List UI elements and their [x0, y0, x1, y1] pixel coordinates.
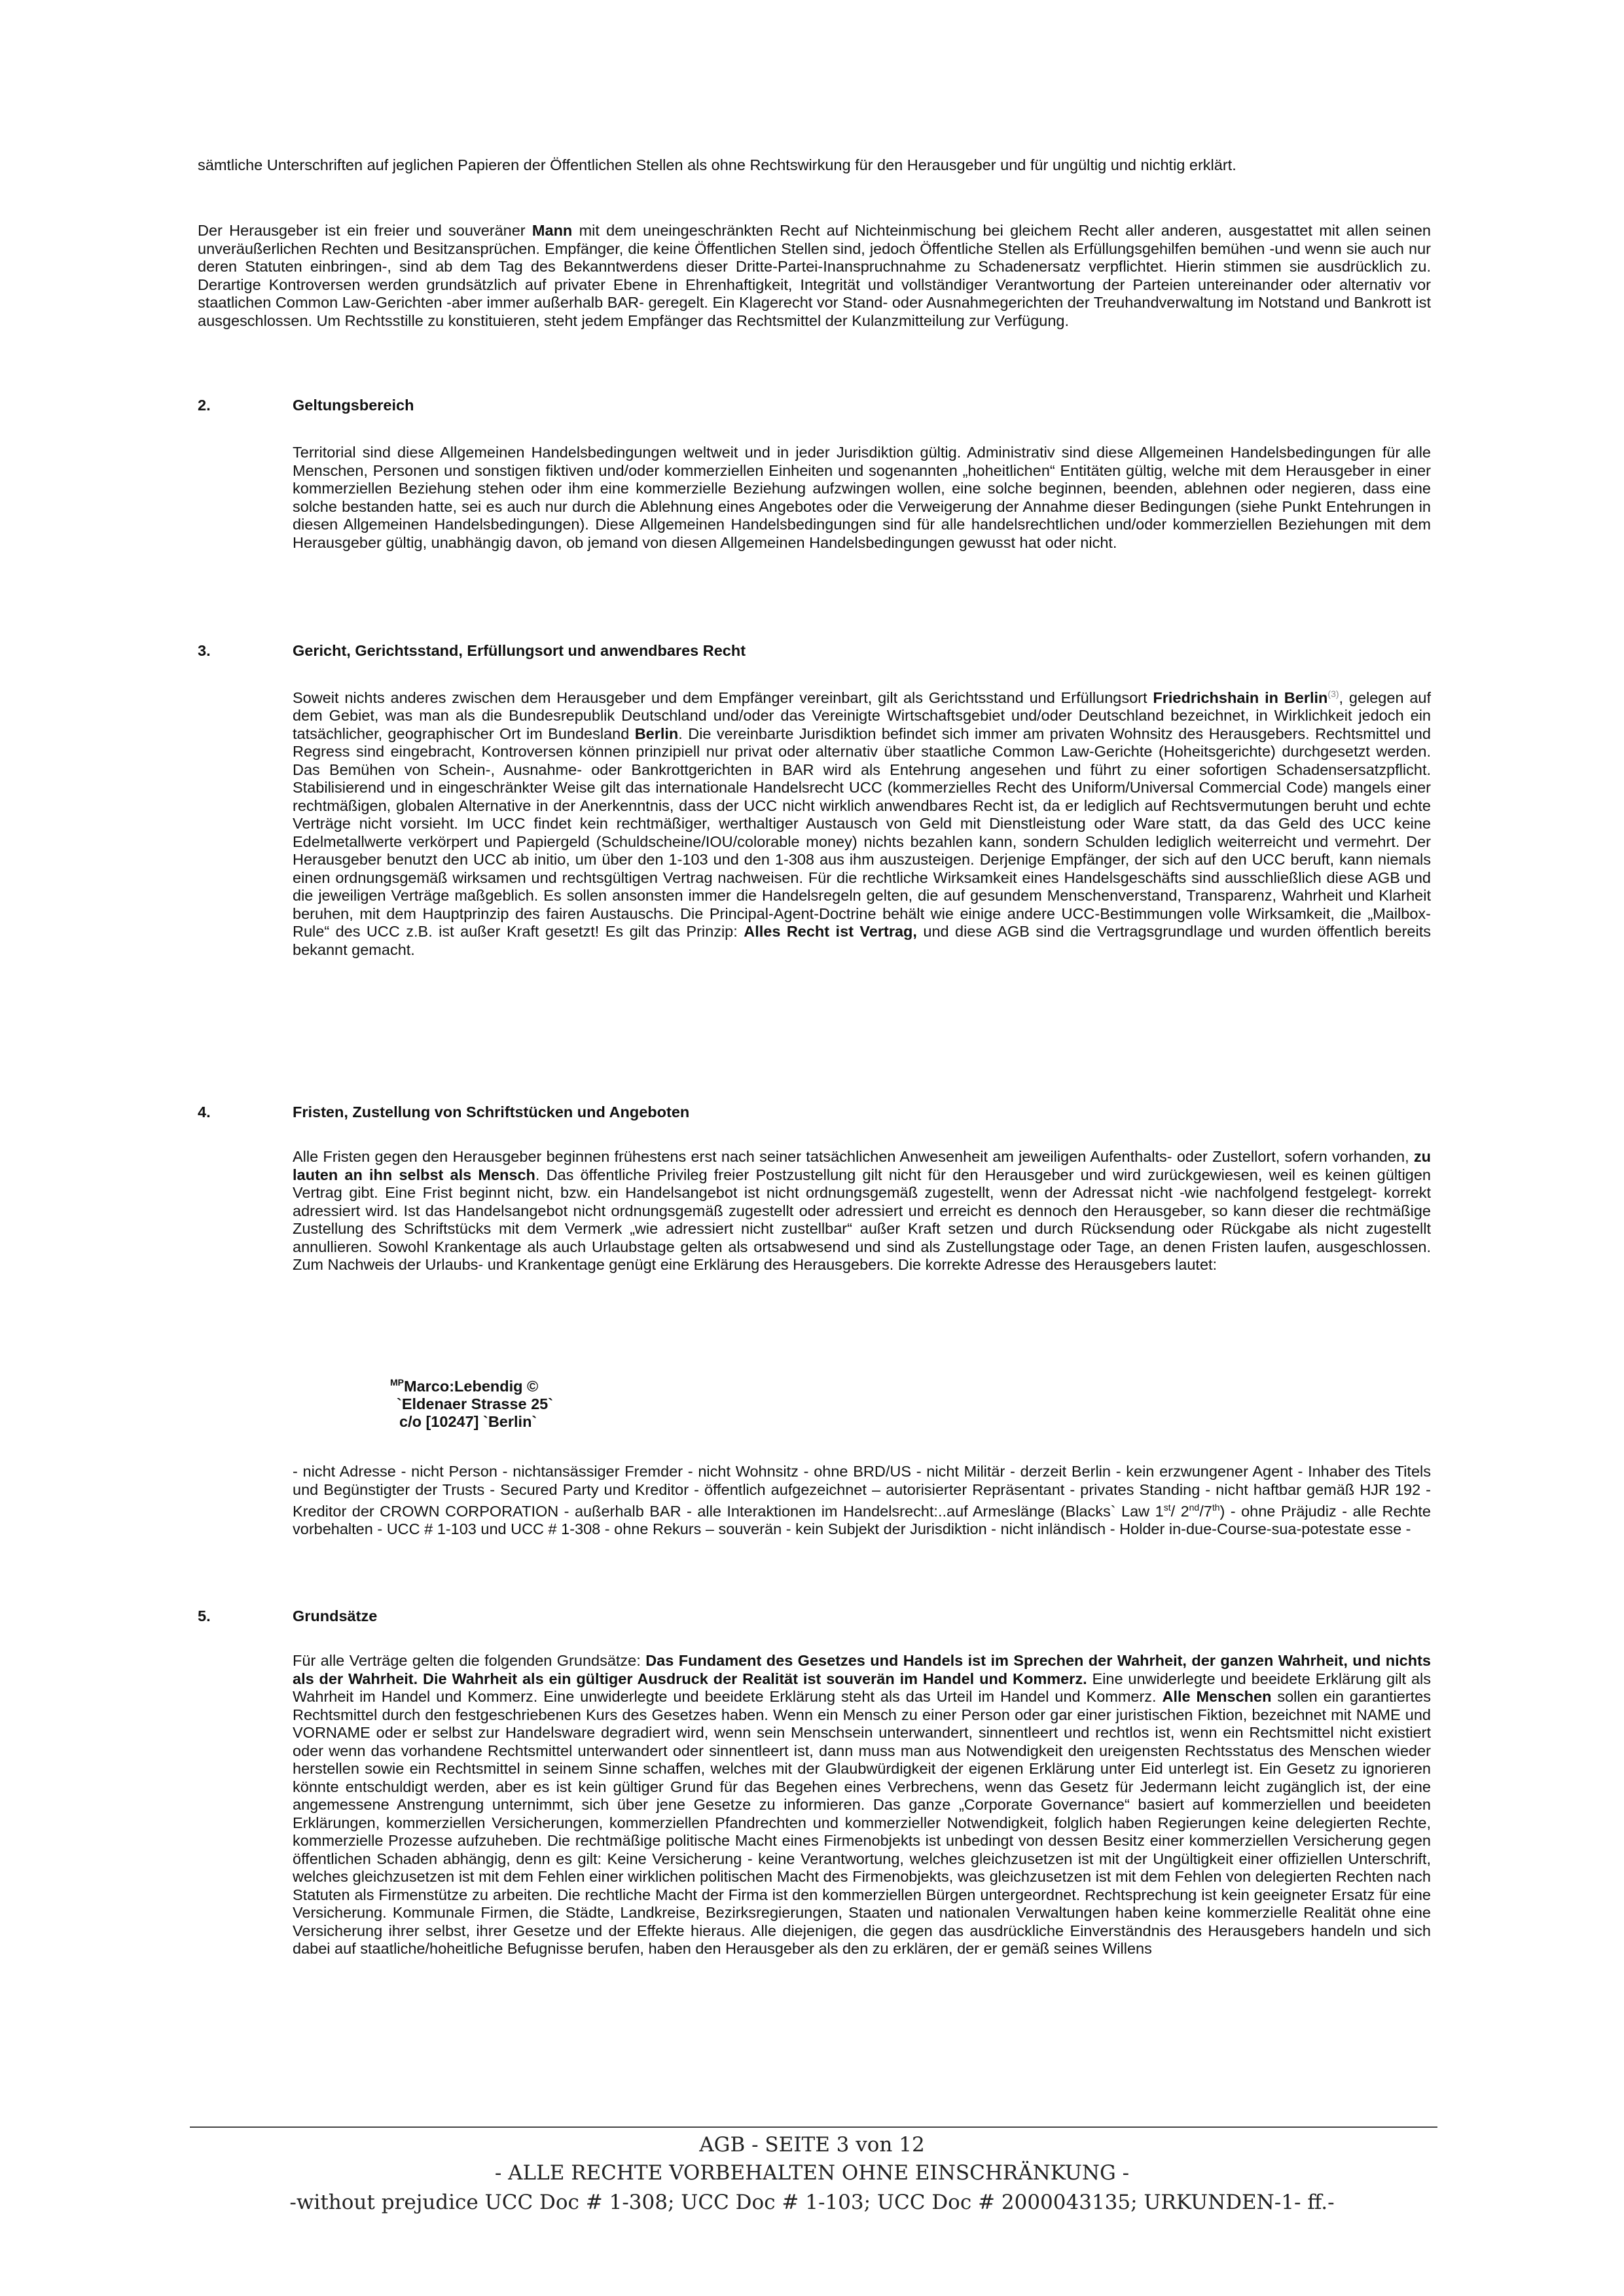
intro-text: sämtliche Unterschriften auf jeglichen Papieren der Öffentlichen Stellen als ohne Rechtswirkung für den Herausgeber und für ungültig und nichtig erklärt. [198, 156, 1236, 173]
section-title: Geltungsbereich [293, 397, 414, 414]
section-text: / 2 [1170, 1502, 1189, 1520]
ordinal-suffix: nd [1189, 1502, 1200, 1513]
section-text: . Die vereinbarte Jurisdiktion befindet sich immer am privaten Wohnsitz des Herausgebers. Rechtsmittel und Regress sind eingebracht, Kontroversen können prinzipiell nur privat oder alternativ über staatliche Common Law-Gerichte (Hoheitsgerichte) durchgesetzt werden. Das Bemühen von Schein-, Ausnahme- oder Bankrottgerichten in BAR wird als Entehrung angesehen und führt zu einer sofortigen Schadensersatzpflicht. Stabilisierend und in eingeschränkter Weise gilt das internationale Handelsrecht UCC (kommerzielles Recht des Uniform/Universal Commercial Code) mangels einer rechtmäßigen, globalen Alternative in der Anerkenntnis, dass der UCC nicht wirklich anwendbares Recht ist, da er lediglich auf Rechtsvermutungen beruht und echte Verträge nicht vorsieht. Im UCC findet kein rechtmäßiger, werthaltiger Austausch von Geld mit Dienstleistung oder Ware statt, da das Geld des UCC keine Edelmetallwerte verkörpert und Papiergeld (Schuldscheine/IOU/colorable money) nichts bezahlen kann, sondern Schulden lediglich weiterreicht und vermehrt. Der Herausgeber benutzt den UCC ab initio, um über den 1-103 und den 1-308 aus ihm auszusteigen. Derjenige Empfänger, der sich auf den UCC beruft, kann niemals einen ordnungsgemäß wirksamen und rechtsgültigen Vertrag nachweisen. Für die rechtliche Wirksamkeit eines Handelsgeschäfts sind ausschließlich diese AGB und die jeweiligen Verträge maßgeblich. Es sollen ansonsten immer die Handelsregeln gelten, die auf gesundem Menschenverstand, Transparenz, Wahrheit und Klarheit beruhen, mit dem Hauptprinzip des fairen Austauschs. Die Principal-Agent-Doctrine behält wie einige andere UCC-Bestimmungen volle Wirksamkeit, die „Mailbox-Rule“ des UCC z.B. ist außer Kraft gesetzt! Es gilt das Prinzip: [293, 725, 1431, 941]
section-5-heading [198, 1607, 377, 1626]
section-text: Alle Fristen gegen den Herausgeber beginnen frühestens erst nach seiner tatsächlichen Anwesenheit am jeweiligen Aufenthalts- oder Zustellort, sofern vorhanden, [293, 1148, 1414, 1165]
ordinal-suffix: st [1163, 1502, 1171, 1513]
intro-paragraph-1 [198, 156, 1431, 175]
intro-bold-text: Mann [532, 222, 573, 239]
section-text: . Das öffentliche Privileg freier Postzustellung gilt nicht für den Herausgeber und wird zurückgewiesen, weil es keinen gültigen Vertrag gibt. Eine Frist beginnt nicht, bzw. ein Handelsangebot ist nicht ordnungsgemäß zugestellt, wenn der Adressat nicht -wie nachfolgend festgelegt- korrekt adressiert wird. Ist das Handelsangebot nicht ordnungsgemäß zugestellt oder adressiert und erreicht es dennoch den Herausgeber, so kann dieser die rechtmäßige Zustellung des Schriftstücks mit dem Vermerk „wie adressiert nicht zustellbar“ außer Kraft setzen und durch Rücksendung oder Rückgabe als nicht zugestellt annullieren. Sowohl Krankentage als auch Urlaubstage gelten als ortsabwesend und sind als Zustellungstage oder Tage, an denen Fristen laufen, ausgeschlossen. Zum Nachweis der Urlaubs- und Krankentage genügt eine Erklärung des Herausgebers. Die korrekte Adresse des Herausgebers lautet: [293, 1166, 1431, 1273]
section-2-paragraph [293, 444, 1431, 552]
section-bold-text: zu lauten an ihn selbst als Mensch [293, 1148, 1431, 1183]
section-text: Soweit nichts anderes zwischen dem Herausgeber und dem Empfänger vereinbart, gilt als Gerichtsstand und Erfüllungsort [293, 689, 1153, 706]
section-title: Gericht, Gerichtsstand, Erfüllungsort und anwendbares Recht [293, 642, 746, 659]
section-text: - nicht Adresse - nicht Person - nichtansässiger Fremder - nicht Wohnsitz - ohne BRD/US - nicht Militär - derzeit Berlin - kein erzwungener Agent - Inhaber des Titels und Begünstigter der Trusts - Secured Party und Kreditor - öffentlich aufgezeichnet – autorisierter Repräsentant - privates Standing - nicht haftbar gemäß HJR 192 - Kreditor der CROWN CORPORATION - außerhalb BAR - alle Interaktionen im Handelsrecht:..auf Armeslänge (Blacks` Law 1 [293, 1463, 1431, 1520]
section-bold-text: Friedrichshain in Berlin [1153, 689, 1328, 706]
footer-divider [190, 2126, 1437, 2128]
section-text: Territorial sind diese Allgemeinen Handelsbedingungen weltweit und in jeder Jurisdiktion gültig. Administrativ sind diese Allgemeinen Handelsbedingungen für alle Menschen, Personen und sonstigen fiktiven und/oder kommerziellen Einheiten und sogenannten „hoheitlichen“ Entitäten gültig, welche mit dem Herausgeber in einer kommerziellen Beziehung stehen oder ihm eine kommerzielle Beziehung aufzwingen wollen, eine solche beginnen, beenden, ablehnen oder negieren, dass eine solche bestanden hatte, sei es auch nur durch die Ablehnung eines Angebotes oder die Verweigerung der Annahme dieser Bedingungen (siehe Punkt Entehrungen in diesen Allgemeinen Handelsbedingungen). Diese Allgemeinen Handelsbedingungen sind für alle handelsrechtlichen und/oder kommerziellen Beziehungen mit dem Herausgeber gültig, unabhängig davon, ob jemand von diesen Allgemeinen Handelsbedingungen gewusst hat oder nicht. [293, 444, 1431, 551]
section-5-paragraph [293, 1652, 1431, 1958]
ordinal-suffix: th [1212, 1502, 1220, 1513]
section-number: 5. [198, 1607, 211, 1624]
address-line-1 [390, 1374, 553, 1395]
section-number: 3. [198, 642, 211, 659]
section-text: Für alle Verträge gelten die folgenden Grundsätze: [293, 1652, 646, 1669]
section-number: 4. [198, 1103, 211, 1121]
section-3-heading [198, 642, 746, 660]
section-3-paragraph [293, 685, 1431, 959]
section-text: und diese AGB sind die Vertragsgrundlage und wurden öffentlich bereits bekannt gemacht. [293, 923, 1431, 958]
footer-ucc-reference: -without prejudice UCC Doc # 1-308; UCC Doc # 1-103; UCC Doc # 2000043135; URKUNDEN-1- ff.- [289, 2191, 1335, 2214]
section-title: Fristen, Zustellung von Schriftstücken und Angeboten [293, 1103, 690, 1121]
footer-page-number: AGB - SEITE 3 von 12 [699, 2133, 925, 2157]
address-line-3: c/o [10247] `Berlin` [399, 1412, 537, 1430]
section-text: ) - ohne Präjudiz - alle Rechte vorbehalten - UCC # 1-103 und UCC # 1-308 - ohne Rekurs – souverän - kein Subjekt der Jurisdiktion - nicht inländisch - Holder in-due-Course-sua-potestate esse - [293, 1502, 1431, 1538]
status-paragraph [293, 1463, 1431, 1539]
address-prefix: MP [390, 1377, 404, 1388]
footer-rights-notice: - ALLE RECHTE VORBEHALTEN OHNE EINSCHRÄNKUNG - [494, 2161, 1130, 2185]
section-bold-text: Alle Menschen [1162, 1688, 1272, 1705]
section-bold-text: Alles Recht ist Vertrag, [744, 923, 917, 941]
section-bold-text: Das Fundament des Gesetzes und Handels ist im Sprechen der Wahrheit, der ganzen Wahrheit, und nichts als der Wahrheit. Die Wahrheit als ein gültiger Ausdruck der Realität ist souverän im Handel und Kommerz. [293, 1652, 1431, 1687]
section-text: /7 [1199, 1502, 1212, 1520]
section-2-heading [198, 397, 414, 415]
publisher-address [390, 1374, 553, 1431]
section-title: Grundsätze [293, 1607, 378, 1624]
address-name: Marco:Lebendig © [404, 1377, 539, 1395]
section-text: Eine unwiderlegte und beeidete Erklärung gilt als Wahrheit im Handel und Kommerz. Eine unwiderlegte und beeidete Erklärung steht als das Urteil im Handel und Kommerz. [293, 1670, 1431, 1705]
address-line-2: `Eldenaer Strasse 25` [397, 1395, 554, 1412]
section-text: , gelegen auf dem Gebiet, was man als die Bundesrepublik Deutschland und/oder das Vereinigte Wirtschaftsgebiet und/oder Deutschland bezeichnet, in Wirklichkeit jedoch ein tatsächlicher, geographischer Ort im Bundesland [293, 689, 1431, 742]
section-bold-text: Berlin [634, 725, 679, 742]
section-text: sollen ein garantiertes Rechtsmittel durch den festgeschriebenen Kurs des Gesetzes haben. Wenn ein Mensch zu einer Person oder gar einer juristischen Fiktion, bezeichnet mit NAME und VORNAME oder er selbst zur Handelsware degradiert wird, wenn sein Menschsein unterwandert, sinnentleert und rechtlos ist, wenn ein Rechtsmittel nicht existiert oder wenn das vorhandene Rechtsmittel unterwandert oder sinnentleert ist, dann muss man aus Notwendigkeit den ureigensten Rechtsstatus des Menschen wieder herstellen sowie ein Rechtsmittel in seinem Sinne schaffen, welches mit der Glaubwürdigkeit der eigenen Erklärung unter Eid unterlegt ist. Ein Gesetz zu ignorieren könnte entschuldigt werden, aber es ist kein gültiger Grund für das Begehen eines Verbrechens, wenn das Gesetz für Jedermann leicht zugänglich ist, der eine angemessene Anstrengung unternimmt, sich über jene Gesetze zu informieren. Das ganze „Corporate Governance“ basiert auf kommerziellen und beeideten Erklärungen, kommerziellen Versicherungen, kommerziellen Pfandrechten und kommerzieller Notwendigkeit, folglich haben Regierungen keine delegierten Rechte, kommerzielle Prozesse aufzuheben. Die rechtmäßige politische Macht eines Firmenobjekts ist unbedingt von dessen Besitz einer kommerziellen Versicherung gegen öffentlichen Schaden abhängig, denn es gilt: Keine Versicherung - keine Verantwortung, welches gleichzusetzen ist mit der Ungültigkeit einer offiziellen Unterschrift, welches gleichzusetzen ist mit dem Fehlen einer wirklichen politischen Macht des Firmenobjekts, was gleichzusetzen ist mit dem Fehlen von delegierten Rechten nach Statuten als Firmenstütze zu arbeiten. Die rechtliche Macht der Firma ist den kommerziellen Bürgen untergeordnet. Rechtsprechung ist kein geeigneter Ersatz für eine Versicherung. Kommunale Firmen, die Städte, Landkreise, Bezirksregierungen, Staaten und nationalen Verwaltungen haben keine kommerzielle Realität ohne eine Versicherung ihrer selbst, ihrer Gesetze und der Effekte hieraus. Alle diejenigen, die gegen das ausdrückliche Einverständnis des Herausgebers handeln und sich dabei auf staatliche/hoheitliche Befugnisse berufen, haben den Herausgeber als den zu erklären, der er gemäß seines Willens [293, 1688, 1431, 1957]
footnote-marker: (3) [1327, 689, 1339, 699]
section-4-paragraph [293, 1148, 1431, 1274]
intro-text: mit dem uneingeschränkten Recht auf Nichteinmischung bei gleichem Recht aller anderen, ausgestattet mit allen seinen unveräußerlichen Rechten und Besitzansprüchen. Empfänger, die keine Öffentlichen Stellen sind, jedoch Öffentliche Stellen als Erfüllungsgehilfen bemühen -und wenn sie auch nur deren Statuten einbringen-, sind ab dem Tag des Bekanntwerdens dieser Dritte-Partei-Inanspruchnahme zu Schadenersatz verpflichtet. Hierin stimmen sie ausdrücklich zu. Derartige Kontroversen werden grundsätzlich auf privater Ebene in Ehrenhaftigkeit, Integrität und vollständiger Verantwortung der Parteien untereinander oder alternativ vor staatlichen Common Law-Gerichten -aber immer außerhalb BAR- geregelt. Ein Klagerecht vor Stand- oder Ausnahmegerichten der Treuhandverwaltung im Notstand und Bankrott ist ausgeschlossen. Um Rechtsstille zu konstituieren, steht jedem Empfänger das Rechtsmittel der Kulanzmitteilung zur Verfügung. [198, 222, 1431, 329]
intro-text: Der Herausgeber ist ein freier und souveräner [198, 222, 532, 239]
section-4-heading [198, 1103, 689, 1122]
intro-paragraph-2 [198, 222, 1431, 330]
section-number: 2. [198, 397, 211, 414]
